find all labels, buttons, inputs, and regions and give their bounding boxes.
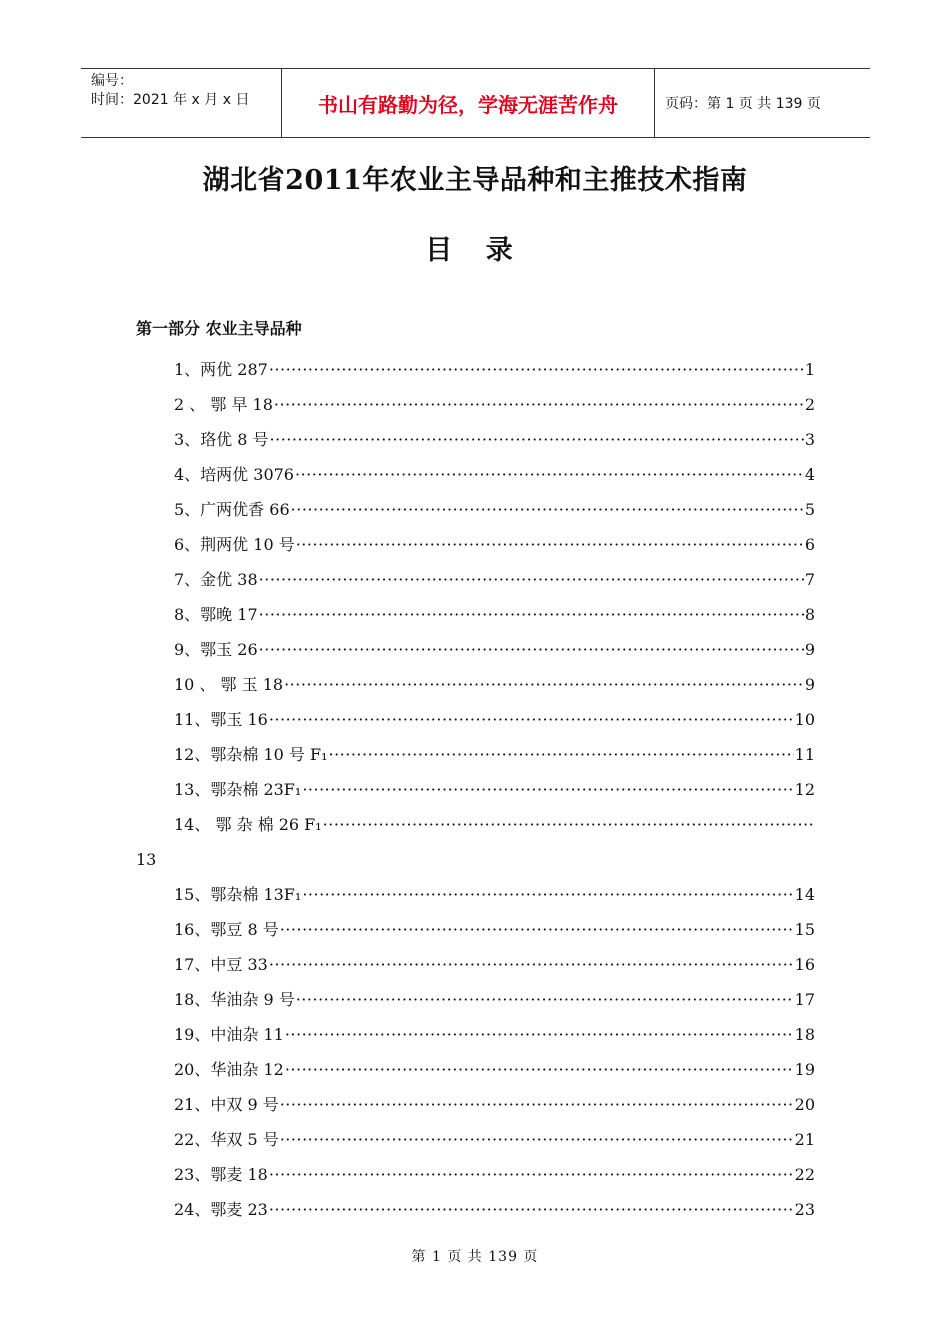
- toc-entry-page-wrapped: 13: [136, 850, 157, 869]
- toc-entry-label: 6、荆两优 10 号: [174, 535, 295, 554]
- dot-leader: [270, 428, 804, 452]
- toc-title: 目 录: [425, 235, 525, 266]
- toc-entry-page: 21: [794, 1130, 815, 1149]
- toc-entry-page: 11: [794, 745, 815, 764]
- toc-entry[interactable]: [174, 428, 815, 452]
- page-footer: 第 1 页 共 139 页: [411, 1249, 539, 1265]
- dot-leader: [269, 708, 794, 732]
- dot-leader: [284, 673, 804, 697]
- toc-entry[interactable]: [174, 1093, 815, 1117]
- dot-leader: [259, 603, 804, 627]
- toc-entry-label: 2 、 鄂 早 18: [174, 395, 273, 414]
- code-label: 编号：: [91, 73, 133, 89]
- dot-leader: [323, 813, 814, 837]
- toc-entry-page: 1: [804, 360, 815, 379]
- toc-entry-label: 8、鄂晚 17: [174, 605, 258, 624]
- toc-entry[interactable]: [174, 1163, 815, 1187]
- dot-leader: [259, 638, 804, 662]
- toc-entry-label: 24、鄂麦 23: [174, 1200, 268, 1219]
- dot-leader: [269, 1198, 794, 1222]
- toc-entry-page: 20: [794, 1095, 815, 1114]
- toc-entry[interactable]: [174, 1023, 815, 1047]
- dot-leader: [274, 393, 804, 417]
- toc-entry-page: 3: [804, 430, 815, 449]
- toc-entry[interactable]: [174, 463, 815, 487]
- dot-leader: [280, 1093, 794, 1117]
- toc-entry[interactable]: [174, 953, 815, 977]
- document-title: 湖北省2011年农业主导品种和主推技术指南: [202, 165, 748, 196]
- dot-leader: [269, 953, 794, 977]
- toc-entry[interactable]: [174, 1128, 815, 1152]
- dot-leader: [296, 533, 804, 557]
- toc-entry-page: 15: [794, 920, 815, 939]
- dot-leader: [259, 568, 804, 592]
- toc-entry[interactable]: [174, 393, 815, 417]
- dot-leader: [291, 498, 804, 522]
- toc-entry-label: 22、华双 5 号: [174, 1130, 279, 1149]
- toc-entry-label: 10 、 鄂 玉 18: [174, 675, 284, 694]
- toc-entry[interactable]: [174, 883, 815, 907]
- toc-entry[interactable]: [174, 918, 815, 942]
- toc-entry[interactable]: [174, 988, 815, 1012]
- toc-entry-label: 5、广两优香 66: [174, 500, 290, 519]
- toc-entry[interactable]: [174, 743, 815, 767]
- toc-entry-page: 19: [794, 1060, 815, 1079]
- toc-entry-label: 9、鄂玉 26: [174, 640, 258, 659]
- toc-entry-label: 20、华油杂 12: [174, 1060, 284, 1079]
- toc-entry[interactable]: [174, 708, 815, 732]
- toc-entry-page: 12: [794, 780, 815, 799]
- toc-entry[interactable]: [174, 673, 815, 697]
- toc-entry[interactable]: [174, 813, 815, 837]
- toc-entry[interactable]: [174, 358, 815, 382]
- toc-entry-page: 7: [804, 570, 815, 589]
- header-table: [81, 68, 870, 138]
- toc-entry-label: 11、鄂玉 16: [174, 710, 268, 729]
- toc-entry-label: 7、金优 38: [174, 570, 258, 589]
- part-heading: 第一部分 农业主导品种: [136, 319, 302, 338]
- header-meta: [81, 69, 281, 137]
- dot-leader: [302, 883, 793, 907]
- dot-leader: [269, 358, 804, 382]
- dot-leader: [280, 918, 794, 942]
- toc-entry-page: 2: [804, 395, 815, 414]
- dot-leader: [285, 1058, 794, 1082]
- toc-entry-page: 16: [794, 955, 815, 974]
- toc-entry[interactable]: [174, 568, 815, 592]
- toc-entry-label: 17、中豆 33: [174, 955, 268, 974]
- toc-entry-label: 4、培两优 3076: [174, 465, 294, 484]
- toc-entry[interactable]: [174, 533, 815, 557]
- time-label: 时间：2021 年 x 月 x 日: [91, 92, 250, 108]
- dot-leader: [295, 463, 804, 487]
- toc-entry-label: 16、鄂豆 8 号: [174, 920, 279, 939]
- toc-entry-page: 6: [804, 535, 815, 554]
- toc-entry[interactable]: [174, 603, 815, 627]
- toc-entry-label: 12、鄂杂棉 10 号 F₁: [174, 745, 328, 764]
- toc-entry-page: 9: [804, 640, 815, 659]
- toc-entry[interactable]: [174, 638, 815, 662]
- motto: 书山有路勤为径，学海无涯苦作舟: [281, 69, 655, 137]
- toc-entry-page: 5: [804, 500, 815, 519]
- toc-entry-page: 8: [804, 605, 815, 624]
- toc-entry-label: 21、中双 9 号: [174, 1095, 279, 1114]
- toc-entry[interactable]: [174, 498, 815, 522]
- toc-entry[interactable]: [174, 1058, 815, 1082]
- page-info: 页码：第 1 页 共 139 页: [665, 96, 821, 112]
- toc-entry-label: 23、鄂麦 18: [174, 1165, 268, 1184]
- dot-leader: [280, 1128, 794, 1152]
- toc-entry-page: 18: [794, 1025, 815, 1044]
- dot-leader: [302, 778, 793, 802]
- dot-leader: [329, 743, 794, 767]
- toc-entry-label: 15、鄂杂棉 13F₁: [174, 885, 302, 904]
- toc-entry-label: 19、中油杂 11: [174, 1025, 284, 1044]
- dot-leader: [269, 1163, 794, 1187]
- toc-entry-label: 13、鄂杂棉 23F₁: [174, 780, 302, 799]
- toc-entry[interactable]: [174, 1198, 815, 1222]
- toc-entry-label: 3、珞优 8 号: [174, 430, 269, 449]
- toc-entry-page: 10: [794, 710, 815, 729]
- toc-entry-page: 9: [804, 675, 815, 694]
- toc-entry-page: 23: [794, 1200, 815, 1219]
- dot-leader: [296, 988, 794, 1012]
- toc-entry-page: 22: [794, 1165, 815, 1184]
- toc-entry[interactable]: [174, 778, 815, 802]
- dot-leader: [285, 1023, 794, 1047]
- toc-entry-page: 14: [794, 885, 815, 904]
- toc-entry-page: 4: [804, 465, 815, 484]
- toc-entry-label: 1、两优 287: [174, 360, 268, 379]
- toc-entry-page: 17: [794, 990, 815, 1009]
- toc-entry-label: 14、 鄂 杂 棉 26 F₁: [174, 815, 322, 834]
- toc-entry-label: 18、华油杂 9 号: [174, 990, 295, 1009]
